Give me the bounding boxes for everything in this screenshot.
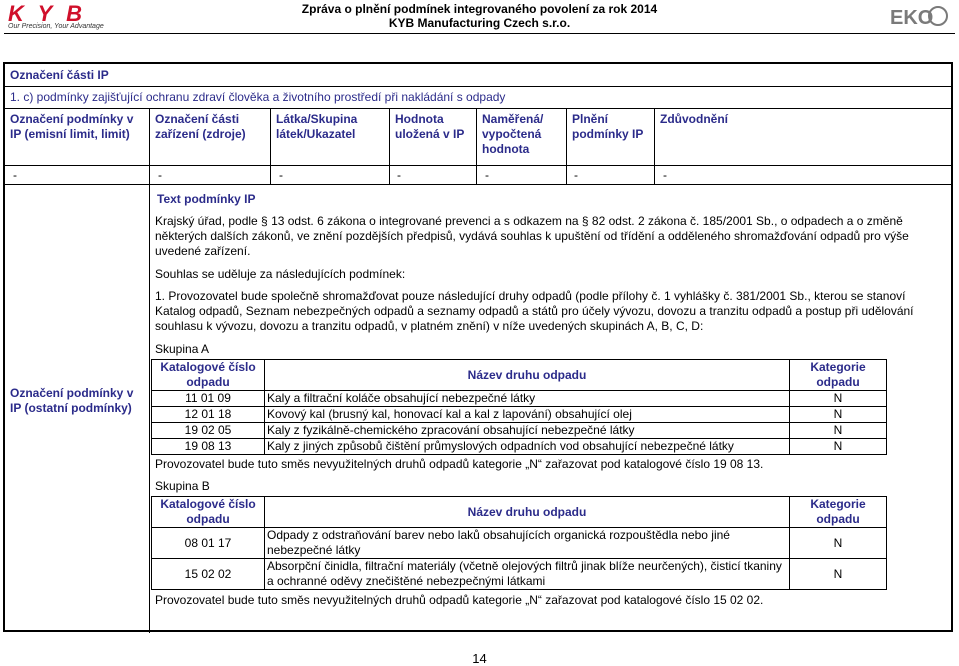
waste-name: Kovový kal (brusný kal, honovací kal a kal z lapování) obsahující olej: [265, 407, 790, 423]
waste-category: N: [790, 407, 887, 423]
col-header-ip-value: Hodnota uložená v IP: [395, 112, 465, 141]
header-category: Kategorie odpadu: [790, 360, 887, 391]
waste-category: N: [790, 528, 887, 559]
other-conditions-label: Označení podmínky v IP (ostatní podmínky): [10, 386, 134, 415]
waste-name: Absorpční činidla, filtrační materiály (včetně olejových filtrů jinak blíže neurčených), čisticí tkaniny a ochranné oděvy znečištěné nebezpečnými látkami: [265, 559, 790, 590]
paragraph-conditions-intro: Souhlas se uděluje za následujících podmínek:: [155, 267, 406, 281]
section-title: Označení části IP: [10, 68, 109, 82]
waste-code: 19 08 13: [152, 439, 265, 455]
paragraph-legal-basis: Krajský úřad, podle § 13 odst. 6 zákona o integrované prevenci a s odkazem na § 82 odst. 2 zákona č. 185/2001 Sb., o odpadech a o změně některých dalších zákonů, ve znění pozdějších předpisů, vydává souhlas k upuštění od třídění a odděleného shromažďování odpadů pro výše uvedené zařízení.: [155, 214, 909, 258]
table-row: [152, 423, 887, 439]
waste-code: 08 01 17: [152, 528, 265, 559]
header-name: Název druhu odpadu: [265, 360, 790, 391]
header-code: Katalogové číslo odpadu: [152, 497, 265, 528]
report-title-line1: Zpráva o plnění podmínek integrovaného povolení za rok 2014: [301, 2, 658, 16]
dash-cell: -: [574, 168, 578, 182]
svg-text:KYB: KYB: [8, 3, 82, 23]
report-title: [0, 2, 959, 30]
header-code: Katalogové číslo odpadu: [152, 360, 265, 391]
table-row: [152, 407, 887, 423]
svg-text:EKO: EKO: [890, 7, 934, 28]
table-row: [152, 391, 887, 407]
table-header-row: [152, 360, 887, 391]
dash-cell: -: [663, 168, 667, 182]
header-name: Název druhu odpadu: [265, 497, 790, 528]
divider: [654, 108, 655, 185]
divider: [389, 108, 390, 185]
text-heading: Text podmínky IP: [157, 192, 256, 206]
divider: [5, 165, 951, 166]
group-b-label: Skupina B: [155, 479, 210, 493]
divider: [476, 108, 477, 185]
waste-code: 15 02 02: [152, 559, 265, 590]
waste-name: Odpady z odstraňování barev nebo laků obsahujících organická rozpouštědla nebo jiné nebezpečné látky: [265, 528, 790, 559]
group-a-note: Provozovatel bude tuto směs nevyužitelných druhů odpadů kategorie „N“ zařazovat pod katalogové číslo 19 08 13.: [155, 457, 764, 471]
dash-cell: -: [158, 168, 162, 182]
kyb-tagline: Our Precision, Your Advantage: [8, 23, 104, 30]
table-row: [152, 559, 887, 590]
divider: [5, 184, 951, 185]
waste-category: N: [790, 423, 887, 439]
waste-name: Kaly z jiných způsobů čištění průmyslových odpadních vod obsahující nebezpečné látky: [265, 439, 790, 455]
waste-name: Kaly z fyzikálně-chemického zpracování obsahující nebezpečné látky: [265, 423, 790, 439]
col-header-substance: Látka/Skupina látek/Ukazatel: [276, 112, 358, 141]
waste-code: 11 01 09: [152, 391, 265, 407]
table-header-row: [152, 497, 887, 528]
table-row: [152, 439, 887, 455]
waste-category: N: [790, 439, 887, 455]
waste-code: 19 02 05: [152, 423, 265, 439]
divider: [270, 108, 271, 185]
report-title-line2: KYB Manufacturing Czech s.r.o.: [388, 16, 571, 30]
col-header-fulfilment: Plnění podmínky IP: [572, 112, 644, 141]
group-b-note: Provozovatel bude tuto směs nevyužitelných druhů odpadů kategorie „N“ zařazovat pod katalogové číslo 15 02 02.: [155, 593, 764, 607]
dash-cell: -: [485, 168, 489, 182]
col-header-measured: Naměřená/ vypočtená hodnota: [482, 112, 544, 156]
divider: [5, 86, 951, 87]
waste-code: 12 01 18: [152, 407, 265, 423]
group-b-table: [151, 496, 887, 590]
divider: [149, 108, 150, 633]
section-subtitle: 1. c) podmínky zajišťující ochranu zdraví člověka a životního prostředí při nakládání s odpady: [10, 90, 506, 104]
divider: [566, 108, 567, 185]
group-a-table: [151, 359, 887, 455]
page-number: 14: [472, 651, 487, 666]
col-header-condition: Označení podmínky v IP (emisní limit, limit): [10, 112, 134, 141]
header-category: Kategorie odpadu: [790, 497, 887, 528]
dash-cell: -: [279, 168, 283, 182]
col-header-source: Označení části zařízení (zdroje): [155, 112, 246, 141]
group-a-label: Skupina A: [155, 342, 210, 356]
header-rule: [4, 33, 955, 34]
waste-category: N: [790, 391, 887, 407]
table-row: [152, 528, 887, 559]
waste-name: Kaly a filtrační koláče obsahující nebezpečné látky: [265, 391, 790, 407]
waste-category: N: [790, 559, 887, 590]
eko-logo: [890, 4, 952, 28]
divider: [5, 108, 951, 109]
col-header-justification: Zdůvodnění: [660, 112, 728, 126]
dash-cell: -: [397, 168, 401, 182]
paragraph-condition-1: 1. Provozovatel bude společně shromažďovat pouze následující druhy odpadů (podle přílohy č. 1 vyhlášky č. 381/2001 Sb., kterou se stanoví Katalog odpadů, Seznam nebezpečných odpadů a seznamy odpadů a států pro účely vývozu, dovozu a tranzitu odpadů a postup při udělování souhlasu k vývozu, dovozu a tranzitu odpadů, v platném znění) v níže uvedených skupinách A, B, C, D:: [155, 289, 914, 333]
dash-cell: -: [13, 168, 17, 182]
condition-table: [3, 62, 953, 632]
